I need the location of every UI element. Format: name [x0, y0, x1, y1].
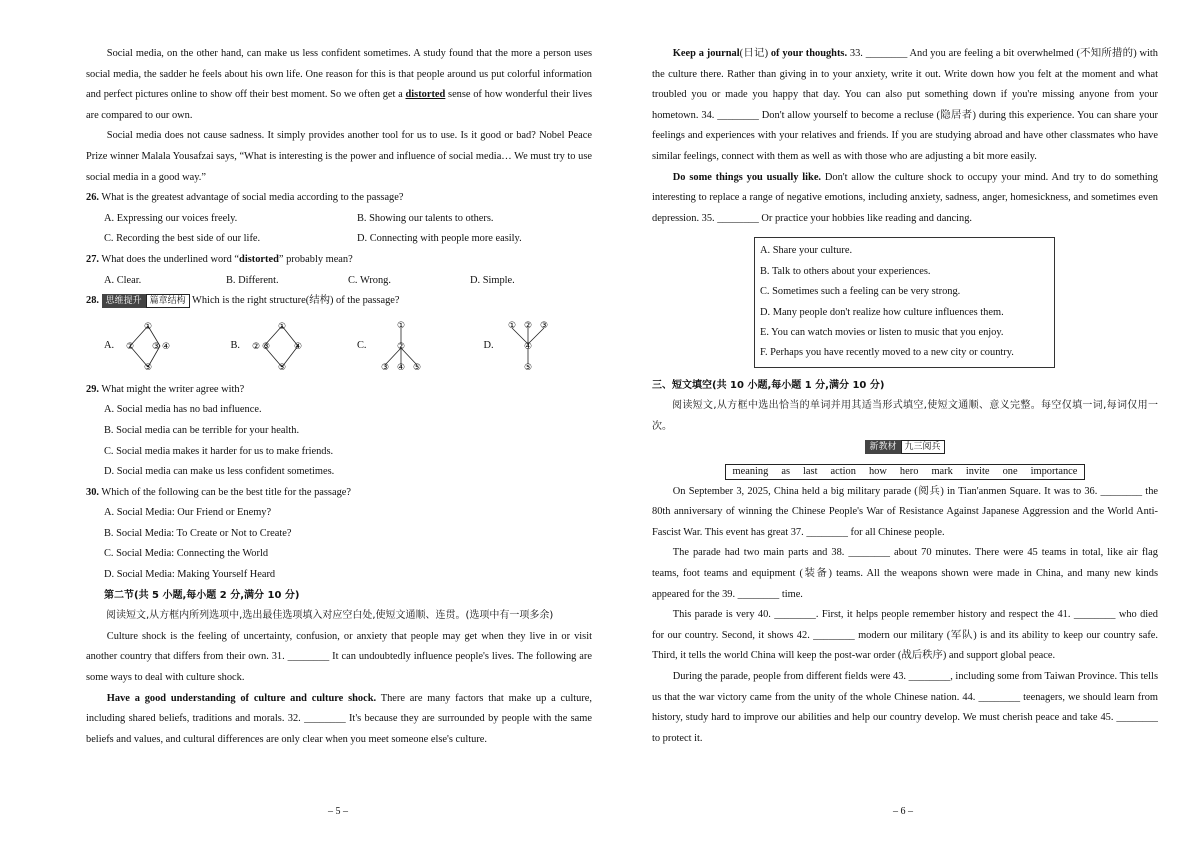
paragraph: Have a good understanding of culture and culture shock. There are many factors that make up a culture, including shared beliefs, traditions and morals. 32. ________ It's because they are surrounded by people with the same beliefs and values, and cultural differences are only clear when you meet someone else's culture. — [86, 692, 592, 745]
option-c: C. Social Media: Connecting the World — [104, 548, 269, 560]
question-27: 27. What does the underlined word “distorted” probably mean? A. Clear. B. Different. C. Wrong. D. Simple. — [86, 250, 592, 291]
page-number: – 6 – — [893, 806, 913, 817]
svg-text:①: ① — [396, 320, 405, 331]
word-item: invite — [965, 465, 990, 477]
paragraph: Do some things you usually like. Don't allow the culture shock to occupy your mind. And try to do something interesting to replace a range of negative emotions, including anxiety, sadness, anger, homesickness, and sometimes even depression. 35. ________ Or practice your hobbies like reading and dancing. — [652, 171, 1158, 224]
option-d: D. Connecting with people more easily. — [357, 233, 522, 245]
word-item: as — [781, 465, 790, 477]
box-option: E. You can watch movies or listen to music that you enjoy. — [760, 326, 1004, 338]
svg-text:④: ④ — [293, 341, 303, 352]
svg-text:②: ② — [396, 341, 405, 352]
svg-text:③: ③ — [152, 341, 161, 352]
paragraph: This parade is very 40. ________. First, it helps people remember history and respect the 41. ________ who died for our country. Second, it shows 42. ________ modern our military (军队) is and its ability to keep our country safe. Third, it tells the world China will keep the post-war order (战后秩序) and support global peace. — [652, 609, 1158, 662]
word-item: mark — [931, 465, 953, 477]
section-title: 三、短文填空(共 10 小题,每小题 1 分,满分 10 分) — [652, 379, 885, 391]
box-option: C. Sometimes such a feeling can be very strong. — [760, 286, 961, 298]
word-item: importance — [1030, 465, 1078, 477]
option-a: A. Social media has no bad influence. — [104, 404, 262, 416]
structure-diagram-icon — [373, 318, 429, 374]
section-title: 第二节(共 5 小题,每小题 2 分,满分 10 分) — [104, 589, 300, 601]
option-b: B. Showing our talents to others. — [357, 212, 494, 224]
paragraph: The parade had two main parts and 38. ________ about 70 minutes. There were 45 teams in total, like air flag teams, foot teams and equipment (装备) teams. All the weapons shown were made in China, and many new kinds appeared for the 39. ________ time. — [652, 547, 1158, 600]
diagram-d: D. ① ② ③ ④ ⑤ — [466, 318, 593, 374]
option-a: A. Clear. — [104, 274, 142, 286]
paragraph: Culture shock is the feeling of uncertainty, confusion, or anxiety that people may get when they live in or visit another country that differs from their own. 31. ________ It can undoubtedly influence people's lives. The following are some ways to deal with culture shock. — [86, 630, 592, 684]
option-d: D. Simple. — [470, 274, 515, 286]
svg-text:⑤: ⑤ — [523, 362, 532, 373]
structure-diagram-icon — [120, 318, 176, 374]
svg-text:②: ② — [523, 320, 532, 331]
structure-diagram-icon — [500, 318, 556, 374]
word-item: meaning — [732, 465, 769, 477]
diagram-c: C. ① ② ③ ④ ⑤ — [339, 318, 466, 374]
paragraph: During the parade, people from different fields were 43. ________, including some from Taiwan Province. This tells us that the war victory came from the unity of the whole Chinese nation. 44. ________ teenagers, we should learn from history, study hard to improve our abilities and help our country develop. We must cherish peace and take 45. ________ to protect it. — [652, 670, 1158, 744]
svg-text:①: ① — [144, 321, 153, 332]
paragraph: Social media does not cause sadness. It simply provides another tool for us to use. Is it good or bad? Nobel Peace Prize winner Malala Yousafzai says, “What is interesting is the power and influence of social media… We must try to use social media in a good way.” — [86, 130, 592, 183]
option-d: D. Social Media: Making Yourself Heard — [104, 569, 276, 581]
paragraph: On September 3, 2025, China held a big military parade (阅兵) in Tian'anmen Square. It was to 36. ________ the 80th anniversary of winning the Chinese People's War of Resistance Against Japanese Aggression and the World Anti-Fascist War. This event has great 37. ________ for all Chinese people. — [652, 485, 1158, 538]
option-b: B. Social Media: To Create or Not to Create? — [104, 527, 292, 539]
svg-text:③: ③ — [539, 320, 548, 331]
question-30: 30. Which of the following can be the best title for the passage? A. Social Media: Our Friend or Enemy? B. Social Media: To Create or Not to Create? C. Social Media: Connecting the World D. Social Media: Making Yourself Heard — [86, 483, 592, 586]
svg-text:①: ① — [277, 321, 287, 332]
tag-badge: 九三阅兵 — [901, 440, 945, 454]
option-b: B. Different. — [226, 274, 279, 286]
option-a: A. Social Media: Our Friend or Enemy? — [104, 507, 272, 519]
svg-text:①: ① — [507, 320, 516, 331]
tag-badge: 思维提升 — [102, 294, 146, 308]
page-number: – 5 – — [328, 806, 348, 817]
box-option: B. Talk to others about your experiences. — [760, 265, 931, 277]
svg-text:④: ④ — [523, 341, 532, 352]
word-box — [725, 464, 1085, 480]
svg-text:⑤: ⑤ — [144, 362, 153, 373]
tag-badge: 新教材 — [865, 440, 900, 454]
question-26: 26. What is the greatest advantage of social media according to the passage? A. Expressing our voices freely. B. Showing our talents to others. C. Recording the best side of our life. D. Connecting with people more easily. — [86, 188, 592, 250]
box-option: D. Many people don't realize how culture influences them. — [760, 306, 1004, 318]
structure-diagrams — [86, 314, 592, 378]
svg-text:⑤: ⑤ — [277, 362, 287, 373]
box-option: F. Perhaps you have recently moved to a new city or country. — [760, 347, 1014, 359]
structure-diagram-icon — [246, 318, 306, 374]
left-page — [86, 44, 592, 750]
options-box — [754, 237, 1055, 367]
option-d: D. Social media can make us less confident sometimes. — [104, 466, 335, 478]
word-item: action — [830, 465, 856, 477]
word-item: last — [803, 465, 818, 477]
diagram-b: B. ① ② ③ ④ ⑤ — [213, 318, 340, 374]
option-b: B. Social media can be terrible for your health. — [104, 424, 300, 436]
section-instructions: 阅读短文,从方框中选出恰当的单词并用其适当形式填空,使短文通顺、意义完整。每空仅填一词,每词仅用一次。 — [652, 400, 1158, 432]
diagram-a: A. ① ② ③ ④ ⑤ — [86, 318, 213, 374]
topic-tag — [652, 438, 1158, 458]
right-page — [652, 44, 1158, 749]
word-item: hero — [899, 465, 919, 477]
paragraph: Keep a journal(日记) of your thoughts. 33. ________ And you are feeling a bit overwhelmed (不知所措的) with the culture there. Rather than giving in to your anxiety, write it out. Write down how you felt at the moment and what troubled you or made you happy that day. You can also put something down if you're missing anyone from your hometown. 34. ________ Don't allow yourself to become a recluse (隐居者) during this experience. You can share your feelings and experiences with your relatives and friends. If you are studying abroad and have other classmates who have similar feelings, connect with them as well as with those who are adjusting a bit more easily. — [652, 48, 1158, 162]
svg-text:④: ④ — [162, 341, 171, 352]
word-item: one — [1002, 465, 1018, 477]
svg-text:⑤: ⑤ — [412, 362, 421, 373]
svg-text:③: ③ — [261, 341, 271, 352]
svg-text:④: ④ — [396, 362, 405, 373]
underlined-word: distorted — [405, 89, 446, 101]
section-instructions: 阅读短文,从方框内所列选项中,选出最佳选项填入对应空白处,使短文通顺、连贯。(选项中有一项多余) — [106, 610, 554, 622]
svg-text:②: ② — [251, 341, 261, 352]
option-c: C. Social media makes it harder for us to make friends. — [104, 445, 334, 457]
paragraph: Social media, on the other hand, can make us less confident sometimes. A study found that the more a person uses social media, the sadder he feels about his own life. One reason for this is that people around us put colorful information and perfect pictures online to show off their best moment. So we often get a distorted sense of how wonderful their lives are compared to our own. — [86, 48, 592, 121]
svg-text:②: ② — [126, 341, 135, 352]
question-28: 28. 思维提升 篇章结构 Which is the right structure(结构) of the passage? A. ① ② ③ ④ ⑤ B. ① ② ③ ④ ⑤ C. ① ② ③ ④ ⑤ D. ① ② ③ ④ ⑤ — [86, 291, 592, 378]
option-c: C. Recording the best side of our life. — [104, 233, 261, 245]
svg-text:③: ③ — [380, 362, 389, 373]
question-29: 29. What might the writer agree with? A. Social media has no bad influence. B. Social media can be terrible for your health. C. Social media makes it harder for us to make friends. D. Social media can make us less confident sometimes. — [86, 380, 592, 483]
option-a: A. Expressing our voices freely. — [104, 212, 238, 224]
option-c: C. Wrong. — [348, 274, 391, 286]
tag-badge: 篇章结构 — [146, 294, 190, 308]
word-item: how — [868, 465, 887, 477]
box-option: A. Share your culture. — [760, 245, 853, 257]
